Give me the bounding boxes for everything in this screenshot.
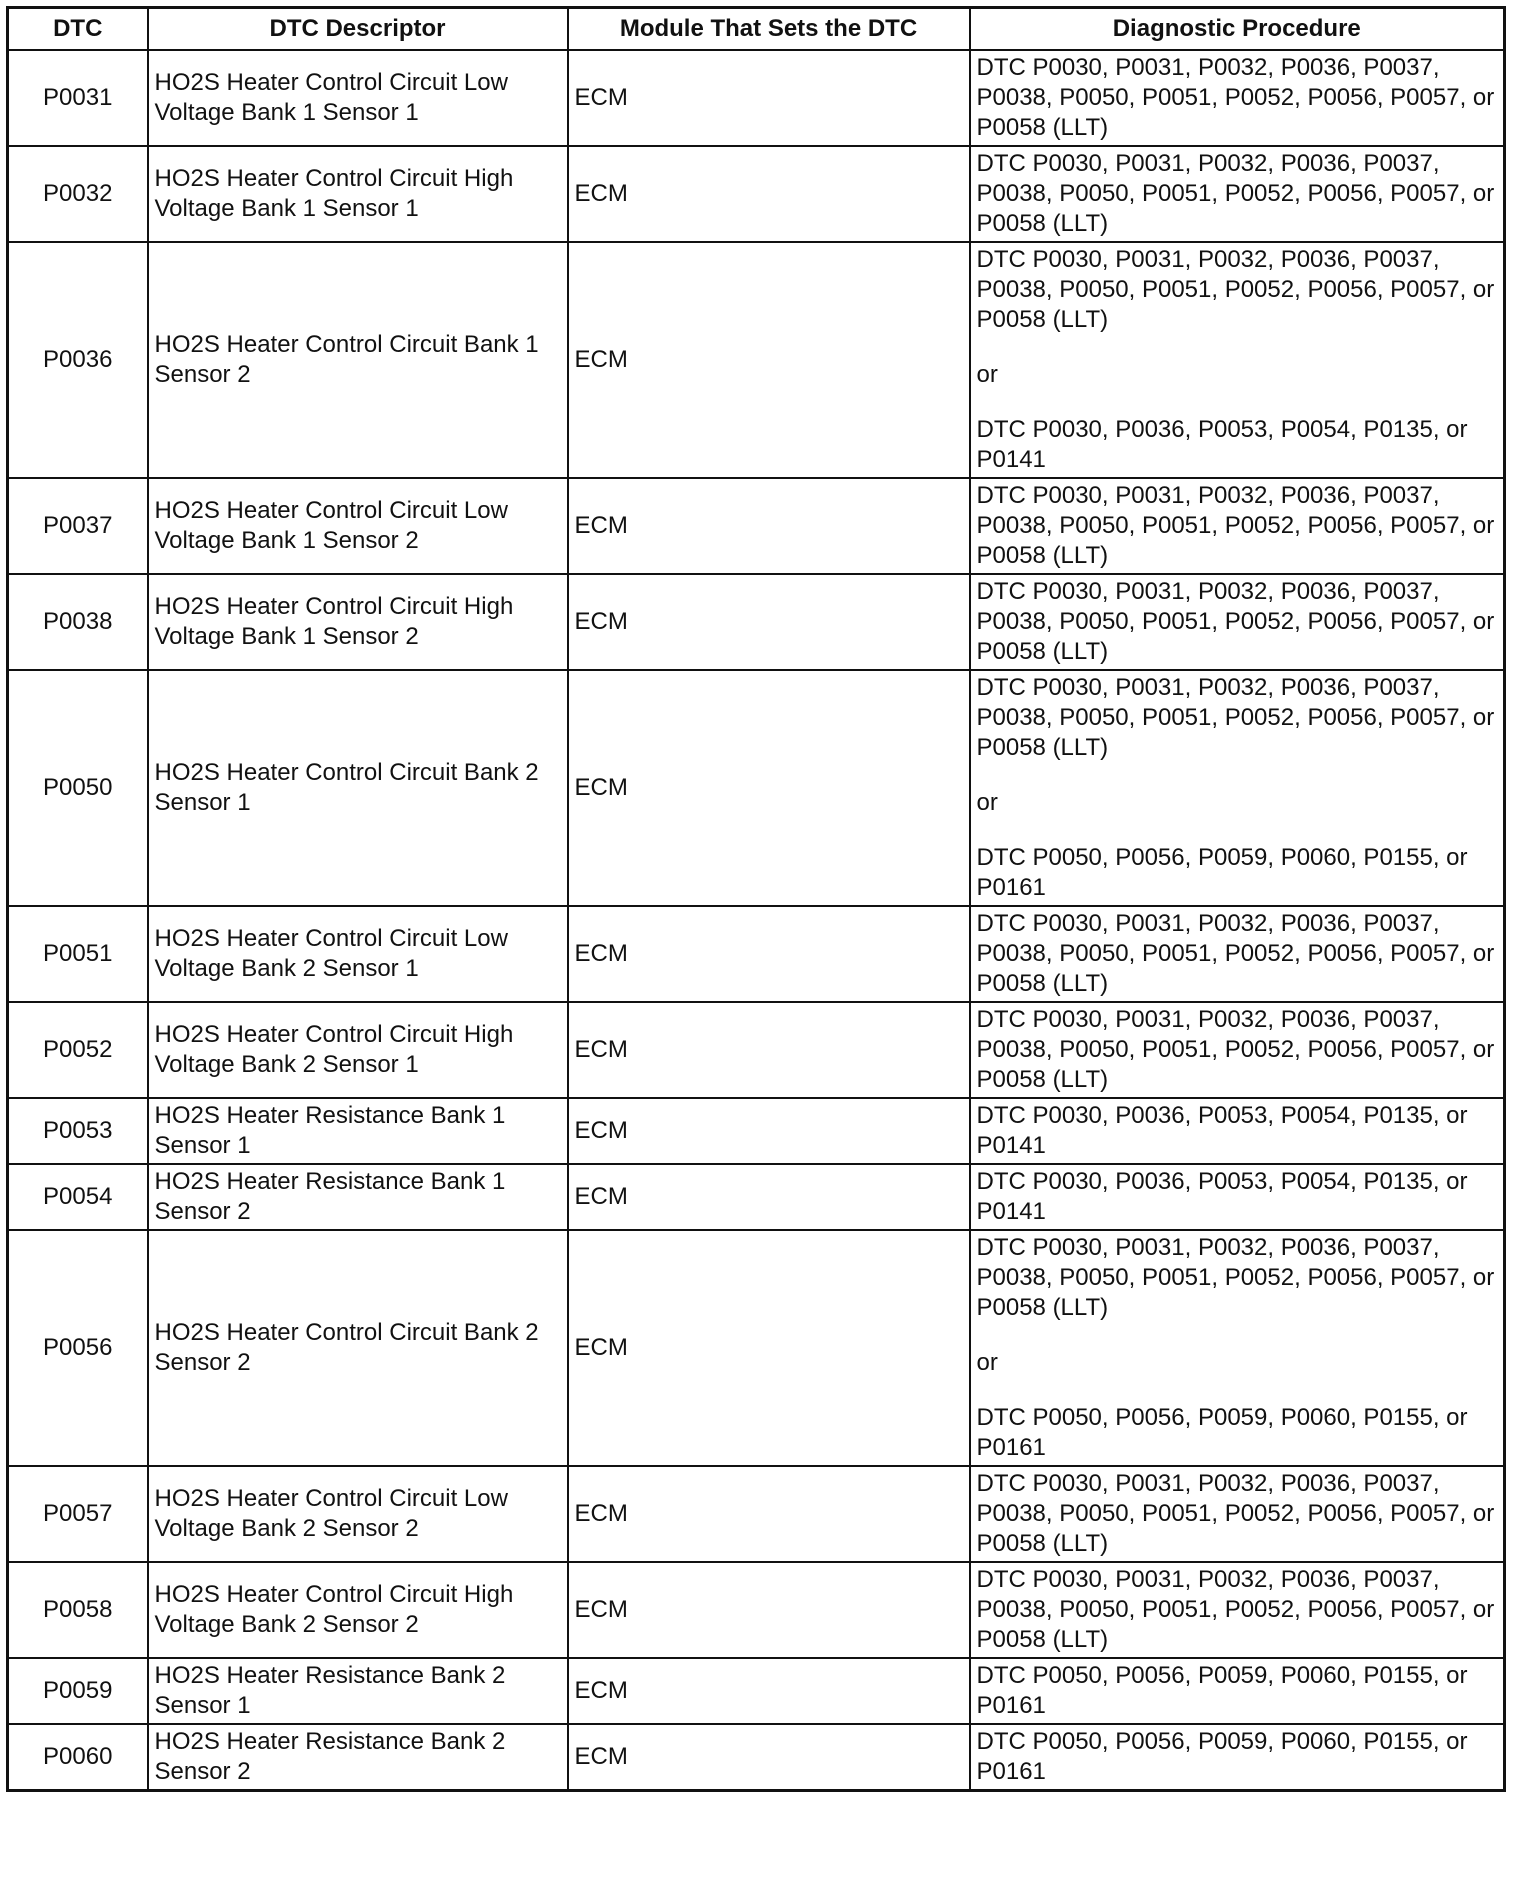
table-row [8,1098,1505,1164]
procedure-text: DTC P0030, P0031, P0032, P0036, P0037, P0038, P0050, P0051, P0052, P0056, P0057, or P0058 (LLT) [976,1234,1495,1321]
dtc-code-cell: P0053 [8,1098,148,1164]
dtc-descriptor-cell: HO2S Heater Control Circuit High Voltage Bank 1 Sensor 2 [148,574,568,670]
diagnostic-procedure-cell [970,1562,1505,1658]
module-cell: ECM [568,574,970,670]
diagnostic-procedure-cell [970,50,1505,146]
diagnostic-procedure-cell [970,906,1505,1002]
paragraph-gap [977,335,1498,360]
table-row [8,670,1505,906]
procedure-text: DTC P0030, P0036, P0053, P0054, P0135, or P0141 [976,416,1468,473]
diagnostic-procedure-cell [970,1230,1505,1466]
module-cell: ECM [568,478,970,574]
table-row [8,906,1505,1002]
diagnostic-procedure-cell [970,242,1505,478]
module-cell: ECM [568,1164,970,1230]
diagnostic-procedure-cell [970,670,1505,906]
module-cell: ECM [568,1658,970,1724]
module-cell: ECM [568,1098,970,1164]
procedure-text: DTC P0030, P0031, P0032, P0036, P0037, P0038, P0050, P0051, P0052, P0056, P0057, or P0058 (LLT) [976,1566,1495,1653]
table-row [8,50,1505,146]
module-cell: ECM [568,1562,970,1658]
procedure-text: DTC P0030, P0031, P0032, P0036, P0037, P0038, P0050, P0051, P0052, P0056, P0057, or P0058 (LLT) [976,1470,1495,1557]
procedure-text: DTC P0030, P0031, P0032, P0036, P0037, P0038, P0050, P0051, P0052, P0056, P0057, or P0058 (LLT) [976,674,1495,761]
table-row [8,1658,1505,1724]
procedure-text: DTC P0030, P0031, P0032, P0036, P0037, P0038, P0050, P0051, P0052, P0056, P0057, or P0058 (LLT) [976,578,1495,665]
procedure-text: DTC P0030, P0036, P0053, P0054, P0135, or P0141 [976,1168,1468,1225]
table-row [8,1724,1505,1791]
procedure-text: DTC P0050, P0056, P0059, P0060, P0155, or P0161 [976,1404,1468,1461]
dtc-code-cell: P0051 [8,906,148,1002]
paragraph-gap [977,1378,1498,1403]
table-row [8,1466,1505,1562]
dtc-descriptor-cell: HO2S Heater Control Circuit High Voltage Bank 1 Sensor 1 [148,146,568,242]
diagnostic-procedure-cell [970,1002,1505,1098]
header-dtc: DTC [8,8,148,51]
dtc-code-cell: P0059 [8,1658,148,1724]
procedure-text: DTC P0030, P0031, P0032, P0036, P0037, P0038, P0050, P0051, P0052, P0056, P0057, or P0058 (LLT) [976,54,1495,141]
dtc-code-cell: P0036 [8,242,148,478]
dtc-descriptor-cell: HO2S Heater Control Circuit High Voltage Bank 2 Sensor 2 [148,1562,568,1658]
dtc-descriptor-cell: HO2S Heater Resistance Bank 2 Sensor 2 [148,1724,568,1791]
dtc-code-cell: P0060 [8,1724,148,1791]
procedure-text: DTC P0050, P0056, P0059, P0060, P0155, or P0161 [976,1662,1468,1719]
procedure-text: DTC P0030, P0031, P0032, P0036, P0037, P0038, P0050, P0051, P0052, P0056, P0057, or P0058 (LLT) [976,482,1495,569]
dtc-code-cell: P0037 [8,478,148,574]
diagnostic-procedure-cell [970,574,1505,670]
procedure-text: DTC P0050, P0056, P0059, P0060, P0155, or P0161 [976,844,1468,901]
table-body [8,50,1505,1791]
paragraph-gap [977,818,1498,843]
procedure-text: DTC P0030, P0031, P0032, P0036, P0037, P0038, P0050, P0051, P0052, P0056, P0057, or P0058 (LLT) [976,150,1495,237]
dtc-code-cell: P0058 [8,1562,148,1658]
dtc-descriptor-cell: HO2S Heater Control Circuit Low Voltage Bank 2 Sensor 2 [148,1466,568,1562]
table-header [8,8,1505,51]
table-row [8,478,1505,574]
table-row [8,574,1505,670]
dtc-code-cell: P0052 [8,1002,148,1098]
paragraph-gap [977,390,1498,415]
diagnostic-procedure-cell [970,1466,1505,1562]
procedure-text: DTC P0030, P0031, P0032, P0036, P0037, P0038, P0050, P0051, P0052, P0056, P0057, or P0058 (LLT) [976,246,1495,333]
procedure-or-separator: or [976,1349,998,1376]
diagnostic-procedure-cell [970,1098,1505,1164]
table-row [8,1562,1505,1658]
dtc-descriptor-cell: HO2S Heater Control Circuit Bank 2 Sensor 2 [148,1230,568,1466]
dtc-descriptor-cell: HO2S Heater Control Circuit Low Voltage Bank 1 Sensor 2 [148,478,568,574]
dtc-code-cell: P0050 [8,670,148,906]
module-cell: ECM [568,1002,970,1098]
dtc-descriptor-cell: HO2S Heater Control Circuit Bank 1 Sensor 2 [148,242,568,478]
diagnostic-procedure-cell [970,1658,1505,1724]
module-cell: ECM [568,1724,970,1791]
procedure-or-separator: or [976,789,998,816]
dtc-descriptor-cell: HO2S Heater Control Circuit Bank 2 Sensor 1 [148,670,568,906]
dtc-code-cell: P0056 [8,1230,148,1466]
dtc-descriptor-cell: HO2S Heater Control Circuit Low Voltage Bank 2 Sensor 1 [148,906,568,1002]
dtc-code-cell: P0032 [8,146,148,242]
module-cell: ECM [568,50,970,146]
paragraph-gap [977,763,1498,788]
header-diagnostic-procedure: Diagnostic Procedure [970,8,1505,51]
table-row [8,242,1505,478]
dtc-table [6,6,1506,1792]
diagnostic-procedure-cell [970,478,1505,574]
dtc-code-cell: P0038 [8,574,148,670]
procedure-or-separator: or [976,361,998,388]
header-row [8,8,1505,51]
dtc-descriptor-cell: HO2S Heater Resistance Bank 2 Sensor 1 [148,1658,568,1724]
dtc-code-cell: P0031 [8,50,148,146]
dtc-descriptor-cell: HO2S Heater Control Circuit High Voltage Bank 2 Sensor 1 [148,1002,568,1098]
module-cell: ECM [568,242,970,478]
procedure-text: DTC P0030, P0031, P0032, P0036, P0037, P0038, P0050, P0051, P0052, P0056, P0057, or P0058 (LLT) [976,1006,1495,1093]
diagnostic-procedure-cell [970,1724,1505,1791]
dtc-descriptor-cell: HO2S Heater Resistance Bank 1 Sensor 1 [148,1098,568,1164]
dtc-code-cell: P0057 [8,1466,148,1562]
diagnostic-procedure-cell [970,146,1505,242]
dtc-descriptor-cell: HO2S Heater Resistance Bank 1 Sensor 2 [148,1164,568,1230]
procedure-text: DTC P0030, P0031, P0032, P0036, P0037, P0038, P0050, P0051, P0052, P0056, P0057, or P0058 (LLT) [976,910,1495,997]
module-cell: ECM [568,1466,970,1562]
table-row [8,146,1505,242]
paragraph-gap [977,1323,1498,1348]
dtc-code-cell: P0054 [8,1164,148,1230]
procedure-text: DTC P0030, P0036, P0053, P0054, P0135, or P0141 [976,1102,1468,1159]
dtc-descriptor-cell: HO2S Heater Control Circuit Low Voltage Bank 1 Sensor 1 [148,50,568,146]
table-row [8,1164,1505,1230]
diagnostic-procedure-cell [970,1164,1505,1230]
header-module: Module That Sets the DTC [568,8,970,51]
table-row [8,1002,1505,1098]
header-dtc-descriptor: DTC Descriptor [148,8,568,51]
table-row [8,1230,1505,1466]
module-cell: ECM [568,906,970,1002]
module-cell: ECM [568,146,970,242]
procedure-text: DTC P0050, P0056, P0059, P0060, P0155, or P0161 [976,1728,1468,1785]
module-cell: ECM [568,1230,970,1466]
module-cell: ECM [568,670,970,906]
